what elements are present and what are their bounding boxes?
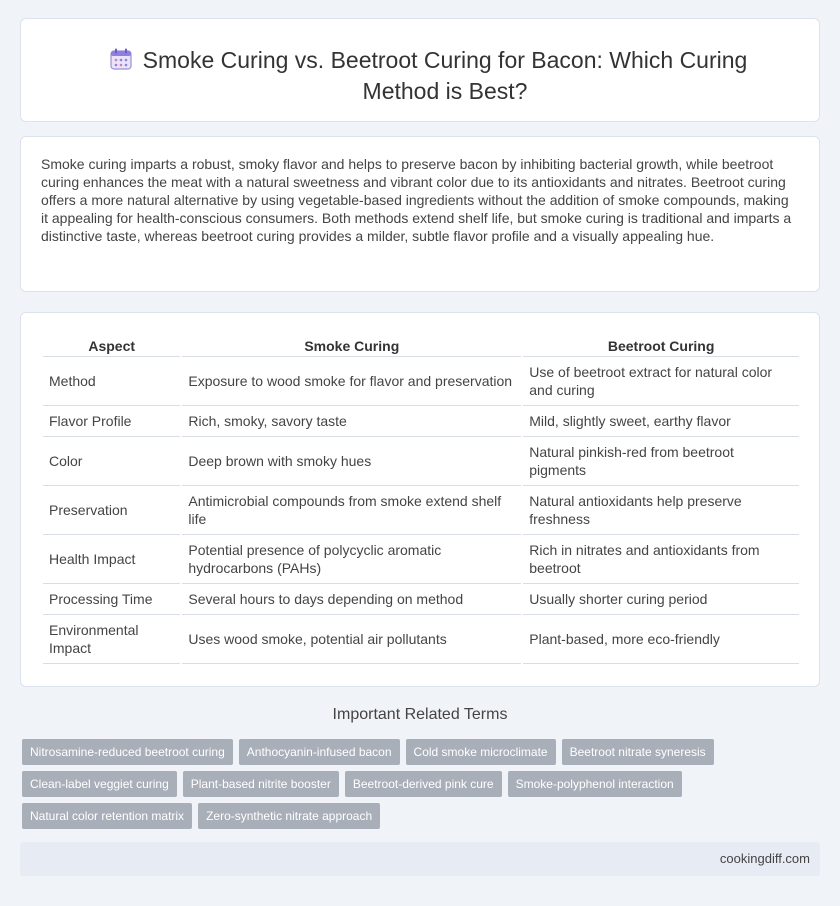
related-term-tag[interactable]: Beetroot-derived pink cure: [345, 771, 502, 797]
header-card: [20, 18, 820, 122]
intro-card: [20, 136, 820, 292]
beetroot-cell: Natural pinkish-red from beetroot pigments: [523, 437, 799, 486]
aspect-cell: Environmental Impact: [43, 615, 180, 664]
beetroot-cell: Plant-based, more eco-friendly: [523, 615, 799, 664]
aspect-cell: Processing Time: [43, 584, 180, 615]
aspect-cell: Color: [43, 437, 180, 486]
footer: [20, 842, 820, 876]
related-term-tag[interactable]: Zero-synthetic nitrate approach: [198, 803, 380, 829]
table-row: [43, 357, 799, 406]
table-row: [43, 535, 799, 584]
beetroot-cell: Natural antioxidants help preserve freshness: [523, 486, 799, 535]
table-row: [43, 406, 799, 437]
beetroot-cell: Usually shorter curing period: [523, 584, 799, 615]
related-term-tag[interactable]: Nitrosamine-reduced beetroot curing: [22, 739, 233, 765]
beetroot-cell: Rich in nitrates and antioxidants from beetroot: [523, 535, 799, 584]
smoke-cell: Potential presence of polycyclic aromatic hydrocarbons (PAHs): [182, 535, 521, 584]
related-term-tag[interactable]: Natural color retention matrix: [22, 803, 192, 829]
table-row: [43, 437, 799, 486]
beetroot-cell: Use of beetroot extract for natural color and curing: [523, 357, 799, 406]
related-term-tag[interactable]: Beetroot nitrate syneresis: [562, 739, 714, 765]
comparison-table-card: [20, 312, 820, 687]
aspect-cell: Method: [43, 357, 180, 406]
table-row: [43, 584, 799, 615]
intro-paragraph: Smoke curing imparts a robust, smoky flavor and helps to preserve bacon by inhibiting bacterial growth, while beetroot curing enhances the meat with a natural sweetness and vibrant color due to its antioxidants and nitrates. Beetroot curing offers a more natural alternative by using vegetable-based ingredients without the addition of smoke compounds, making it appealing for health-conscious consumers. Both methods extend shelf life, but smoke curing is traditional and imparts a distinctive taste, whereas beetroot curing provides a milder, subtle flavor profile and a visually appealing hue.: [41, 156, 792, 244]
column-header-smoke-curing: Smoke Curing: [182, 335, 521, 357]
column-header-aspect: Aspect: [43, 335, 180, 357]
column-header-beetroot-curing: Beetroot Curing: [523, 335, 799, 357]
smoke-cell: Several hours to days depending on method: [182, 584, 521, 615]
table-row: [43, 615, 799, 664]
aspect-cell: Flavor Profile: [43, 406, 180, 437]
footer-site-link[interactable]: cookingdiff.com: [719, 851, 810, 866]
comparison-table: [41, 335, 801, 664]
aspect-cell: Preservation: [43, 486, 180, 535]
table-header-row: [43, 335, 799, 357]
aspect-cell: Health Impact: [43, 535, 180, 584]
smoke-cell: Uses wood smoke, potential air pollutants: [182, 615, 521, 664]
smoke-cell: Antimicrobial compounds from smoke extend shelf life: [182, 486, 521, 535]
related-terms-list: [22, 739, 742, 829]
smoke-cell: Exposure to wood smoke for flavor and preservation: [182, 357, 521, 406]
related-terms-heading: Important Related Terms: [332, 706, 508, 723]
beetroot-cell: Mild, slightly sweet, earthy flavor: [523, 406, 799, 437]
table-row: [43, 486, 799, 535]
related-term-tag[interactable]: Cold smoke microclimate: [406, 739, 556, 765]
related-term-tag[interactable]: Smoke-polyphenol interaction: [508, 771, 682, 797]
header-inner: [21, 45, 819, 107]
related-term-tag[interactable]: Clean-label veggiet curing: [22, 771, 177, 797]
related-term-tag[interactable]: Plant-based nitrite booster: [183, 771, 339, 797]
related-term-tag[interactable]: Anthocyanin-infused bacon: [239, 739, 400, 765]
page-title: Smoke Curing vs. Beetroot Curing for Bacon: Which Curing Method is Best?: [142, 47, 748, 104]
smoke-cell: Deep brown with smoky hues: [182, 437, 521, 486]
smoke-cell: Rich, smoky, savory taste: [182, 406, 521, 437]
